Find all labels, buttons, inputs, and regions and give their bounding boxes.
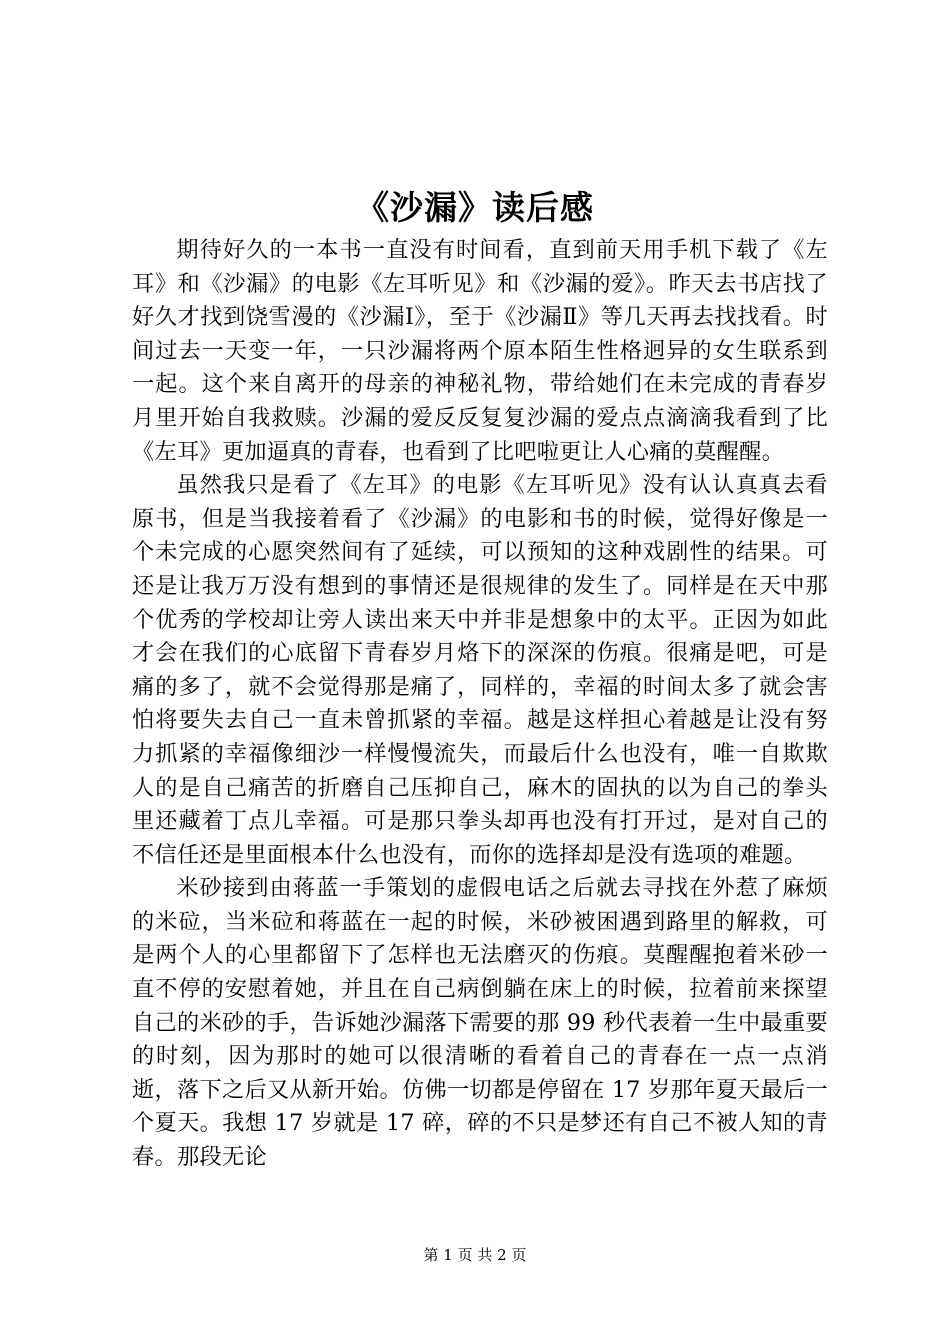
document-title: 《沙漏》读后感 <box>356 188 594 227</box>
paragraph-2: 虽然我只是看了《左耳》的电影《左耳听见》没有认认真真去看原书，但是当我接着看了《沙漏》的电影和书的时候，觉得好像是一个未完成的心愿突然间有了延续，可以预知的这种戏剧性的结果。可还是让我万万没有想到的事情还是很规律的发生了。同样是在天中那个优秀的学校却让旁人读出来天中并非是想象中的太平。正因为如此才会在我们的心底留下青春岁月烙下的深深的伤痕。很痛是吧，可是痛的多了，就不会觉得那是痛了，同样的，幸福的时间太多了就会害怕将要失去自己一直未曾抓紧的幸福。越是这样担心着越是让没有努力抓紧的幸福像细沙一样慢慢流失，而最后什么也没有，唯一自欺欺人的是自己痛苦的折磨自己压抑自己，麻木的固执的以为自己的拳头里还藏着丁点儿幸福。可是那只拳头却再也没有打开过，是对自己的不信任还是里面根本什么也没有，而你的选择却是没有选项的难题。 <box>132 472 828 868</box>
paragraph-1: 期待好久的一本书一直没有时间看，直到前天用手机下载了《左耳》和《沙漏》的电影《左耳听见》和《沙漏的爱》。昨天去书店找了好久才找到饶雪漫的《沙漏Ⅰ》，至于《沙漏Ⅱ》等几天再去找找看。时间过去一天变一年，一只沙漏将两个原本陌生性格迥异的女生联系到一起。这个来自离开的母亲的神秘礼物，带给她们在未完成的青春岁月里开始自我救赎。沙漏的爱反反复复沙漏的爱点点滴滴我看到了比《左耳》更加逼真的青春，也看到了比吧啦更让人心痛的莫醒醒。 <box>132 237 828 465</box>
page-number-footer: 第 1 页 共 2 页 <box>423 1246 527 1264</box>
document-body <box>132 234 828 1175</box>
paragraph-3: 米砂接到由蒋蓝一手策划的虚假电话之后就去寻找在外惹了麻烦的米砬，当米砬和蒋蓝在一起的时候，米砂被困遇到路里的解救，可是两个人的心里都留下了怎样也无法磨灭的伤痕。莫醒醒抱着米砂一直不停的安慰着她，并且在自己病倒躺在床上的时候，拉着前来探望自己的米砂的手，告诉她沙漏落下需要的那 99 秒代表着一生中最重要的时刻，因为那时的她可以很清晰的看着自己的青春在一点一点消逝，落下之后又从新开始。仿佛一切都是停留在 17 岁那年夏天最后一个夏天。我想 17 岁就是 17 碎，碎的不只是梦还有自己不被人知的青春。那段无论 <box>132 875 828 1171</box>
